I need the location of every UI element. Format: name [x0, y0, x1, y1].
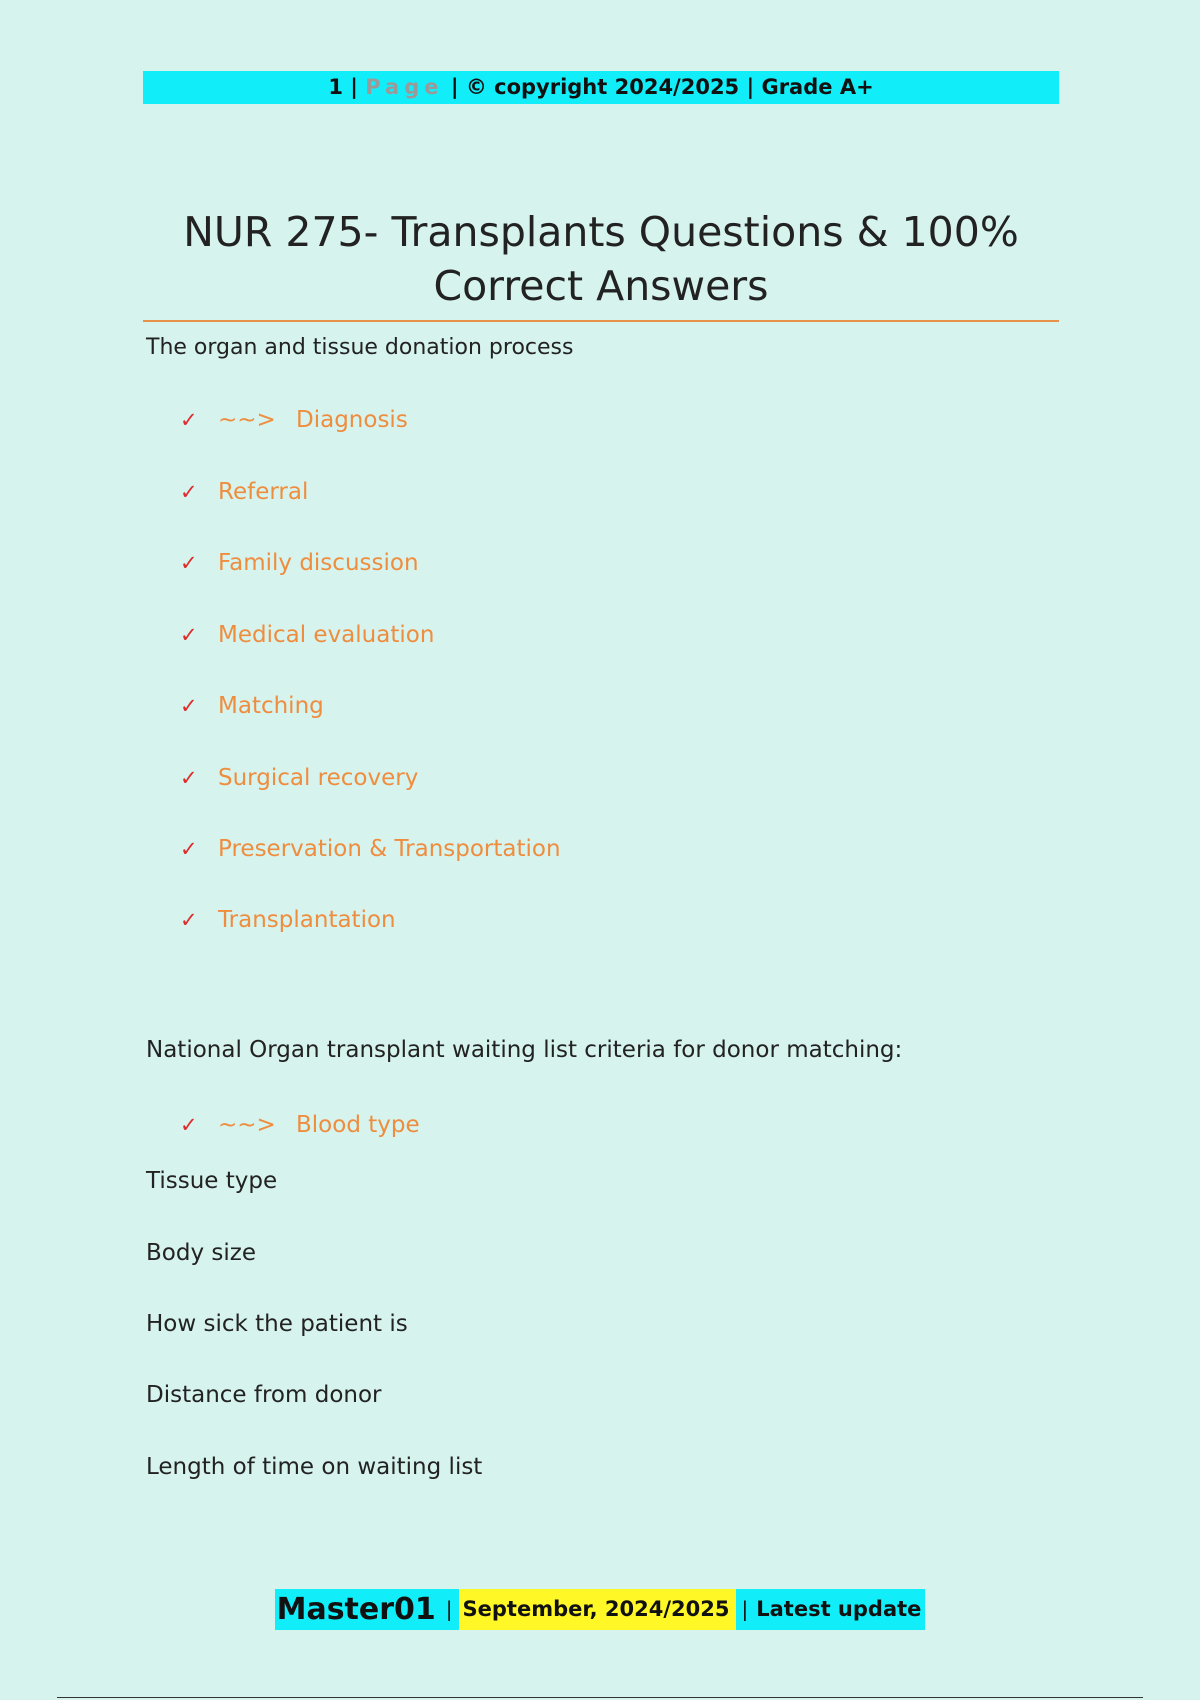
checkmark-icon: ✓ [180, 551, 198, 575]
title-divider [143, 320, 1059, 322]
section-heading-waiting-list: National Organ transplant waiting list criteria for donor matching: [146, 1037, 903, 1063]
footer-update-label: Latest update [754, 1589, 925, 1630]
list-item [180, 548, 419, 578]
list-item [180, 477, 308, 507]
list-item [180, 691, 324, 721]
checkmark-icon: ✓ [180, 694, 198, 718]
list-item-text: Preservation & Transportation [218, 836, 561, 862]
list-item-text: Medical evaluation [218, 622, 435, 648]
list-item-text: Blood type [296, 1112, 420, 1138]
header-separator: | [746, 75, 755, 99]
footer-date: September, 2024/2025 [459, 1589, 736, 1630]
arrow-marker: ~~> [218, 407, 276, 433]
header-separator: | [350, 75, 358, 99]
header-separator: | [450, 75, 459, 99]
grade-text: Grade A+ [761, 75, 874, 99]
list-item [180, 763, 418, 793]
list-item [180, 905, 396, 935]
checkmark-icon: ✓ [180, 908, 198, 932]
bottom-divider [57, 1697, 1143, 1698]
footer-separator: | [440, 1589, 459, 1630]
criteria-line: Body size [146, 1240, 256, 1266]
list-item-text: Diagnosis [296, 407, 408, 433]
footer-brand: Master01 [275, 1589, 440, 1630]
list-item [180, 620, 434, 650]
checkmark-icon: ✓ [180, 480, 198, 504]
criteria-line: How sick the patient is [146, 1311, 408, 1337]
page-label: Page [365, 75, 444, 99]
section-heading-donation-process: The organ and tissue donation process [146, 335, 574, 360]
footer-banner [275, 1589, 926, 1630]
list-item [180, 405, 408, 435]
criteria-line: Length of time on waiting list [146, 1454, 483, 1480]
arrow-marker: ~~> [218, 1112, 276, 1138]
page-header [143, 71, 1059, 104]
document-title: NUR 275- Transplants Questions & 100% Correct Answers [183, 208, 1019, 310]
criteria-line: Distance from donor [146, 1382, 382, 1408]
footer-separator: | [736, 1589, 755, 1630]
page-number: 1 [328, 75, 343, 99]
checkmark-icon: ✓ [180, 623, 198, 647]
checkmark-icon: ✓ [180, 408, 198, 432]
copyright-text: © copyright 2024/2025 [465, 75, 740, 99]
page-footer [0, 1589, 1200, 1630]
list-item-text: Matching [218, 693, 324, 719]
checkmark-icon: ✓ [180, 837, 198, 861]
list-item-text: Transplantation [218, 907, 396, 933]
criteria-line: Tissue type [146, 1168, 278, 1194]
list-item [180, 1110, 420, 1140]
list-item-text: Surgical recovery [218, 765, 419, 791]
checkmark-icon: ✓ [180, 1113, 198, 1137]
list-item [180, 834, 561, 864]
checkmark-icon: ✓ [180, 766, 198, 790]
list-item-text: Family discussion [218, 550, 419, 576]
list-item-text: Referral [218, 479, 309, 505]
